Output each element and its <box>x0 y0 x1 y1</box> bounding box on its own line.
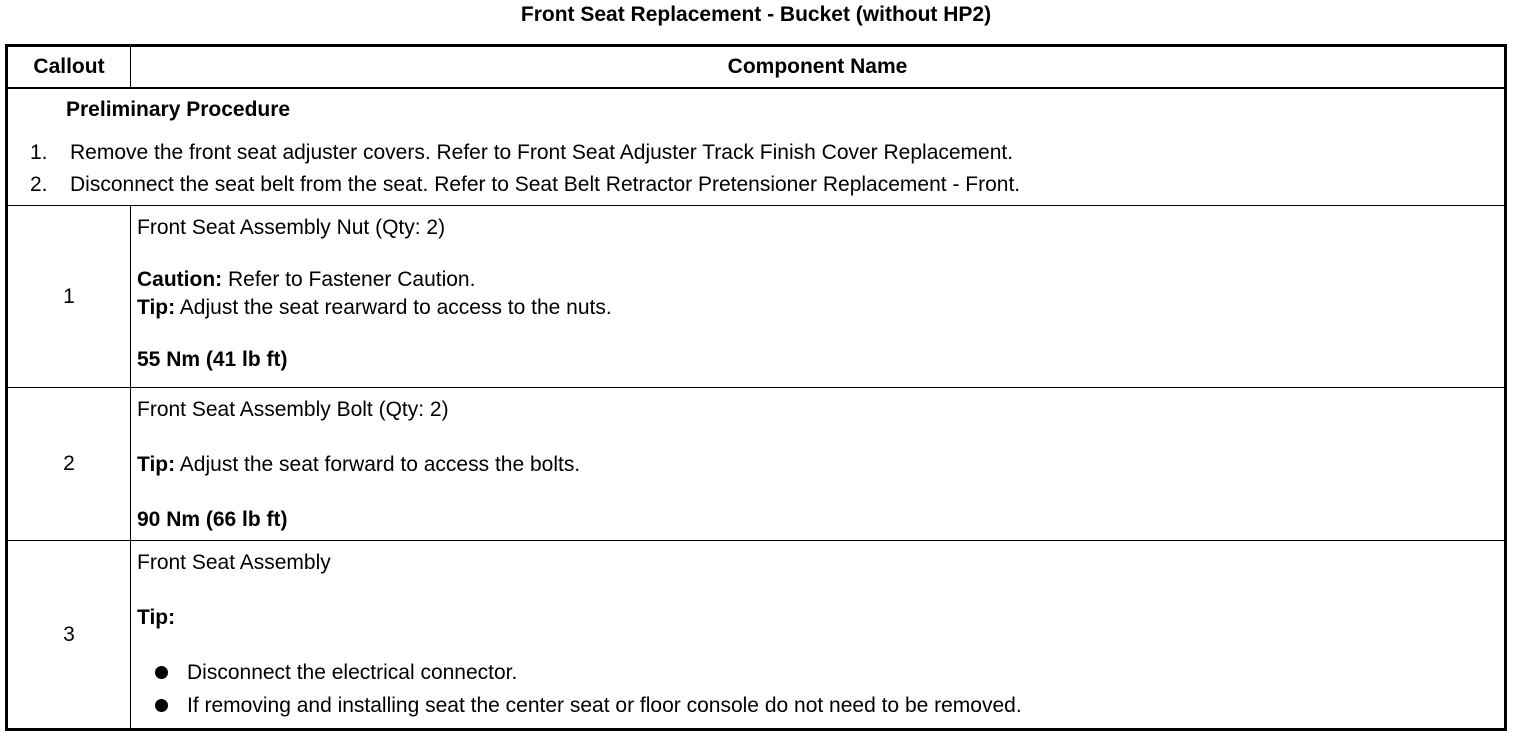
tip-note <box>137 451 1504 479</box>
list-item <box>155 656 1504 689</box>
bullet-icon <box>155 699 168 712</box>
component-name: Front Seat Assembly Bolt (Qty: 2) <box>137 398 449 421</box>
caution-text: Refer to Fastener Caution. <box>222 268 476 291</box>
torque-spec: 90 Nm (66 lb ft) <box>137 508 288 531</box>
tip-label: Tip: <box>137 296 176 319</box>
step-text: Disconnect the seat belt from the seat. Refer to Seat Belt Retractor Pretensioner Replacement - Front. <box>70 173 1021 196</box>
preliminary-step <box>22 137 1504 169</box>
tip-label: Tip: <box>137 606 176 629</box>
preliminary-procedure-cell <box>7 88 1506 206</box>
component-description <box>131 541 1506 730</box>
header-row <box>7 46 1506 89</box>
page-title: Front Seat Replacement - Bucket (without HP2) <box>520 3 992 26</box>
component-table <box>5 44 1507 731</box>
preliminary-steps-list <box>22 137 1504 201</box>
caution-label: Caution: <box>137 268 223 291</box>
torque-spec: 55 Nm (41 lb ft) <box>137 348 288 371</box>
table-row <box>7 541 1506 730</box>
tip-text: Adjust the seat forward to access the bolts. <box>175 453 581 476</box>
step-number: 1. <box>30 141 48 164</box>
preliminary-step <box>22 169 1504 201</box>
callout-number: 1 <box>7 206 131 388</box>
callout-number: 3 <box>7 541 131 730</box>
bullet-icon <box>155 666 168 679</box>
column-header-component-name: Component Name <box>131 46 1506 89</box>
component-description <box>131 206 1506 388</box>
component-name: Front Seat Assembly Nut (Qty: 2) <box>137 216 446 239</box>
callout-number: 2 <box>7 388 131 541</box>
step-text: Remove the front seat adjuster covers. Refer to Front Seat Adjuster Track Finish Cover Replacement. <box>70 141 1014 164</box>
tip-note <box>137 294 1504 322</box>
tip-bullet-list <box>137 656 1504 722</box>
column-header-callout: Callout <box>7 46 131 89</box>
tip-text: Adjust the seat rearward to access to the nuts. <box>175 296 612 319</box>
table-row <box>7 388 1506 541</box>
component-description <box>131 388 1506 541</box>
component-name: Front Seat Assembly <box>137 551 331 574</box>
bullet-text: If removing and installing seat the center seat or floor console do not need to be removed. <box>187 694 1022 717</box>
list-item <box>155 689 1504 722</box>
preliminary-procedure-row <box>7 88 1506 206</box>
step-number: 2. <box>30 173 48 196</box>
caution-note <box>137 266 1504 294</box>
tip-label: Tip: <box>137 453 176 476</box>
preliminary-procedure-heading: Preliminary Procedure <box>66 98 291 121</box>
table-row <box>7 206 1506 388</box>
bullet-text: Disconnect the electrical connector. <box>187 661 518 684</box>
